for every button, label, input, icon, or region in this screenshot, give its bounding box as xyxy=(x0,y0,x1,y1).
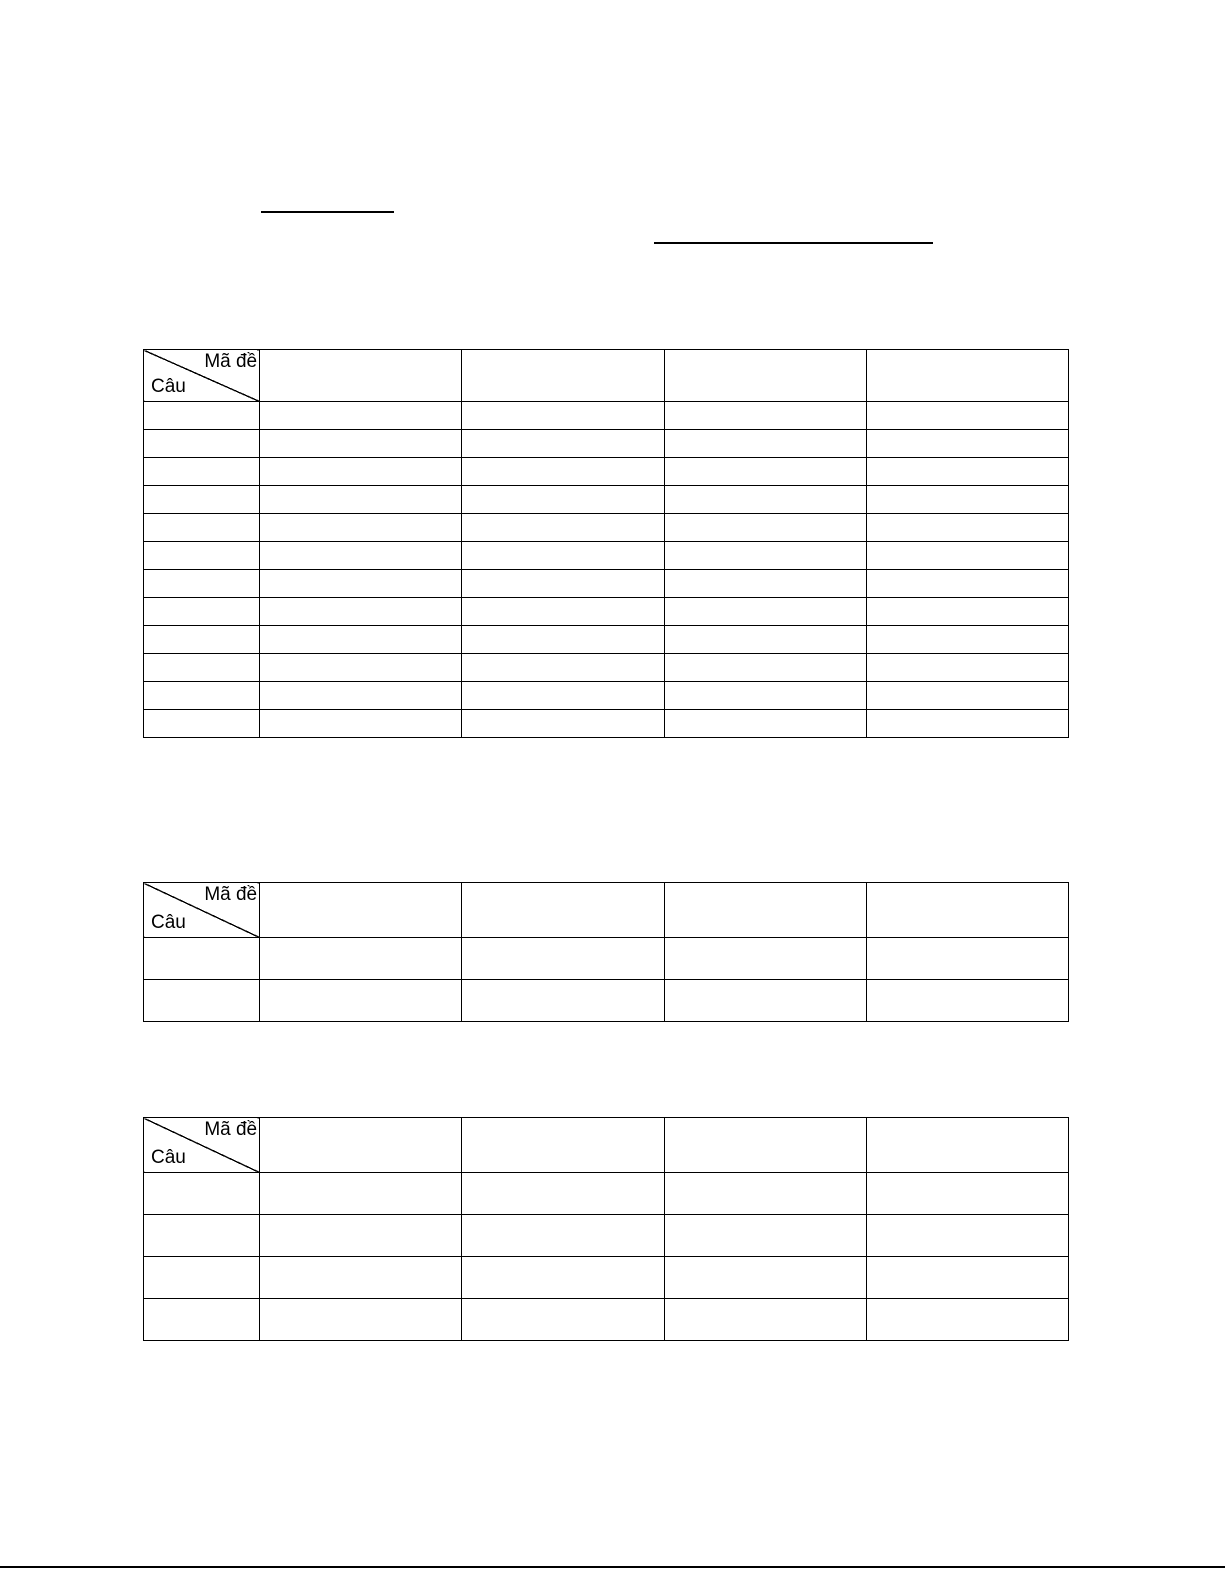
corner-label-ma-de: Mã đề xyxy=(204,884,258,905)
answer-cell xyxy=(260,654,462,682)
answer-cell xyxy=(260,980,462,1022)
answer-cell xyxy=(664,402,866,430)
answer-cell xyxy=(664,1299,866,1341)
answer-cell xyxy=(664,598,866,626)
table-row xyxy=(144,430,1069,458)
answer-cell xyxy=(462,1299,664,1341)
answer-cell xyxy=(462,938,664,980)
answer-cell xyxy=(866,514,1068,542)
answer-cell xyxy=(462,542,664,570)
table-row xyxy=(144,1299,1069,1341)
answer-cell xyxy=(866,542,1068,570)
table-row xyxy=(144,980,1069,1022)
table-row xyxy=(144,486,1069,514)
question-cell xyxy=(144,1215,260,1257)
answer-table-2 xyxy=(143,882,1069,1022)
corner-label-ma-de: Mã đề xyxy=(204,1119,258,1140)
answer-cell xyxy=(462,570,664,598)
question-cell xyxy=(144,626,260,654)
header-cell xyxy=(462,350,664,402)
answer-cell xyxy=(462,682,664,710)
answer-cell xyxy=(866,1257,1068,1299)
question-cell xyxy=(144,430,260,458)
header-cell xyxy=(866,883,1068,938)
answer-cell xyxy=(664,654,866,682)
answer-cell xyxy=(664,1215,866,1257)
answer-cell xyxy=(260,1215,462,1257)
answer-cell xyxy=(462,430,664,458)
corner-label-ma-de: Mã đề xyxy=(204,351,258,372)
question-cell xyxy=(144,710,260,738)
answer-cell xyxy=(664,486,866,514)
answer-cell xyxy=(866,1299,1068,1341)
answer-cell xyxy=(260,598,462,626)
answer-cell xyxy=(664,514,866,542)
corner-cell xyxy=(144,350,260,402)
answer-cell xyxy=(866,402,1068,430)
answer-cell xyxy=(260,1257,462,1299)
answer-cell xyxy=(664,626,866,654)
question-cell xyxy=(144,938,260,980)
question-cell xyxy=(144,598,260,626)
table-row xyxy=(144,626,1069,654)
answer-cell xyxy=(866,654,1068,682)
answer-cell xyxy=(260,1299,462,1341)
question-cell xyxy=(144,514,260,542)
answer-cell xyxy=(664,542,866,570)
answer-cell xyxy=(866,570,1068,598)
answer-cell xyxy=(866,626,1068,654)
header-cell xyxy=(462,883,664,938)
question-cell xyxy=(144,570,260,598)
table-row xyxy=(144,458,1069,486)
answer-table-1 xyxy=(143,349,1069,738)
header-cell xyxy=(866,1118,1068,1173)
table-row xyxy=(144,1215,1069,1257)
answer-cell xyxy=(866,938,1068,980)
question-cell xyxy=(144,402,260,430)
answer-cell xyxy=(866,486,1068,514)
table-header-row xyxy=(144,350,1069,402)
answer-cell xyxy=(866,710,1068,738)
header-cell xyxy=(664,883,866,938)
table-row xyxy=(144,570,1069,598)
answer-cell xyxy=(260,682,462,710)
answer-cell xyxy=(664,980,866,1022)
header-cell xyxy=(260,1118,462,1173)
table-row xyxy=(144,654,1069,682)
answer-cell xyxy=(664,682,866,710)
answer-cell xyxy=(866,682,1068,710)
header-cell xyxy=(260,883,462,938)
answer-cell xyxy=(664,1173,866,1215)
answer-cell xyxy=(260,430,462,458)
answer-cell xyxy=(462,458,664,486)
answer-cell xyxy=(664,570,866,598)
answer-cell xyxy=(866,1215,1068,1257)
answer-cell xyxy=(260,514,462,542)
corner-cell xyxy=(144,1118,260,1173)
answer-cell xyxy=(462,402,664,430)
blank-underline-1 xyxy=(261,211,394,213)
answer-cell xyxy=(260,458,462,486)
header-cell xyxy=(664,350,866,402)
corner-cell xyxy=(144,883,260,938)
table-row xyxy=(144,1173,1069,1215)
table-row xyxy=(144,542,1069,570)
answer-cell xyxy=(664,1257,866,1299)
header-cell xyxy=(462,1118,664,1173)
question-cell xyxy=(144,682,260,710)
answer-cell xyxy=(664,710,866,738)
answer-cell xyxy=(866,980,1068,1022)
answer-cell xyxy=(866,458,1068,486)
answer-cell xyxy=(462,654,664,682)
answer-cell xyxy=(664,430,866,458)
answer-cell xyxy=(866,1173,1068,1215)
header-cell xyxy=(664,1118,866,1173)
corner-label-cau: Câu xyxy=(151,376,186,397)
question-cell xyxy=(144,1257,260,1299)
question-cell xyxy=(144,654,260,682)
table-row xyxy=(144,402,1069,430)
answer-cell xyxy=(462,486,664,514)
answer-cell xyxy=(866,598,1068,626)
answer-table-3 xyxy=(143,1117,1069,1341)
question-cell xyxy=(144,458,260,486)
answer-cell xyxy=(462,598,664,626)
question-cell xyxy=(144,486,260,514)
answer-cell xyxy=(462,980,664,1022)
table-row xyxy=(144,710,1069,738)
answer-cell xyxy=(462,1257,664,1299)
blank-underline-2 xyxy=(654,242,933,244)
corner-label-cau: Câu xyxy=(151,1147,186,1168)
answer-cell xyxy=(260,486,462,514)
header-cell xyxy=(260,350,462,402)
answer-cell xyxy=(462,710,664,738)
answer-cell xyxy=(664,458,866,486)
answer-cell xyxy=(462,626,664,654)
question-cell xyxy=(144,1299,260,1341)
answer-cell xyxy=(260,710,462,738)
page-bottom-rule xyxy=(0,1566,1225,1568)
answer-cell xyxy=(866,430,1068,458)
table-header-row xyxy=(144,883,1069,938)
question-cell xyxy=(144,1173,260,1215)
question-cell xyxy=(144,980,260,1022)
table-header-row xyxy=(144,1118,1069,1173)
answer-cell xyxy=(462,514,664,542)
header-cell xyxy=(866,350,1068,402)
table-row xyxy=(144,514,1069,542)
answer-cell xyxy=(664,938,866,980)
answer-cell xyxy=(260,542,462,570)
answer-cell xyxy=(260,570,462,598)
answer-cell xyxy=(260,402,462,430)
table-row xyxy=(144,1257,1069,1299)
table-row xyxy=(144,938,1069,980)
corner-label-cau: Câu xyxy=(151,912,186,933)
answer-cell xyxy=(462,1215,664,1257)
question-cell xyxy=(144,542,260,570)
answer-cell xyxy=(462,1173,664,1215)
answer-cell xyxy=(260,1173,462,1215)
table-row xyxy=(144,598,1069,626)
table-row xyxy=(144,682,1069,710)
answer-cell xyxy=(260,938,462,980)
answer-cell xyxy=(260,626,462,654)
